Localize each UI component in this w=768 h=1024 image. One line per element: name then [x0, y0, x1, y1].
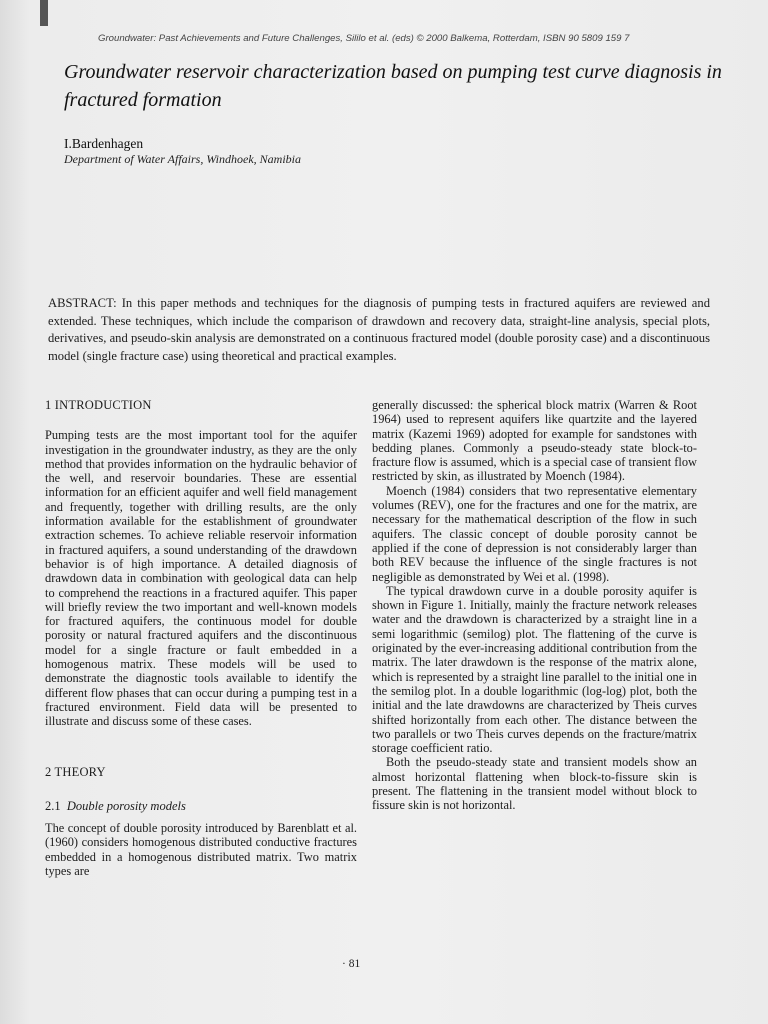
- author-name: I.Bardenhagen: [64, 136, 144, 151]
- right-paragraph-3: The typical drawdown curve in a double porosity aquifer is shown in Figure 1. Initially, mainly the fracture network releases water and the drawdown is characterized by a straight line in a semi logarithmic (semilog) plot. The flattening of the curve is originated by the ever-increasing additional contribution from the matrix. The later drawdown is the response of the matrix alone, which is represented by a straight line parallel to the initial one in the semilog plot. In a double logarithmic (log-log) plot, both the initial and the late drawdowns are characterized by Theis curves shifted horizontally from each other. The distance between the two parallels or two Theis curves depends on the fracture/matrix storage coefficient ratio.: [372, 583, 697, 756]
- running-head: Groundwater: Past Achievements and Future Challenges, Sililo et al. (eds) © 2000 Balkema, Rotterdam, ISBN 90 5809 159 7: [98, 33, 630, 44]
- scan-corner-mark: [40, 0, 48, 26]
- subsection-title: Double porosity models: [66, 798, 186, 813]
- paper-title: Groundwater reservoir characterization based on pumping test curve diagnosis in fractured formation: [64, 61, 722, 111]
- right-paragraph-1: generally discussed: the spherical block matrix (Warren & Root 1964) used to represent aquifers like quartzite and the layered matrix (Kazemi 1969) adopted for example for sandstones with bedding planes. Commonly a pseudo-steady state block-to-fracture flow is assumed, which is a special case of transient flow restricted by skin, as illustrated by Moench (1984).: [372, 398, 697, 484]
- introduction-paragraph: Pumping tests are the most important tool for the aquifer investigation in the groundwater industry, as they are the only method that provides information on the hydraulic behavior of the well, and reservoir boundaries. These are essential information for an efficient aquifer and well field management and frequently, together with drilling results, are the only information available for the establishment of groundwater extraction schemes. To achieve reliable reservoir information in fractured aquifers, a sound understanding of the drawdown behavior is of high importance. A detailed diagnosis of drawdown data in combination with geological data can help to comprehend the reactions in a fractured aquifer. This paper will briefly review the two important and well-known models for fractured aquifers, the continuous model for double porosity or natural fractured aquifers and the discontinuous model for a single fracture or fault embedded in a homogenous matrix. These models will be used to demonstrate the diagnostic tools available to identify the different flow phases that can occur during a pumping test in a fractured environment. Field data will be presented to illustrate and discuss some of these cases.: [45, 428, 357, 729]
- page-number: · 81: [342, 958, 361, 970]
- theory-paragraph: The concept of double porosity introduced by Barenblatt et al. (1960) considers homogenous distributed conductive fractures embedded in a homogenous distributed matrix. Two matrix types are: [45, 821, 357, 879]
- right-paragraph-4: Both the pseudo-steady state and transient models show an almost horizontal flattening when block-to-fissure skin is present. The flattening in the transient model without block to fissure skin is not horizontal.: [372, 755, 697, 813]
- right-column: [372, 398, 697, 813]
- subsection-number: 2.1: [45, 798, 61, 813]
- author-affiliation: Department of Water Affairs, Windhoek, Namibia: [64, 152, 301, 166]
- right-paragraph-2: Moench (1984) considers that two representative elementary volumes (REV), one for the fractures and one for the matrix, are necessary for the mathematical description of the flow in such aquifers. The classic concept of double porosity cannot be applied if the cone of depression is not considerably larger than both REV because the influence of the single fractures is not negligible as demonstrated by Wei et al. (1998).: [372, 483, 697, 584]
- left-column: [45, 398, 357, 878]
- subsection-heading: [45, 799, 357, 813]
- section-heading-theory: 2 THEORY: [45, 764, 106, 779]
- abstract: ABSTRACT: In this paper methods and techniques for the diagnosis of pumping tests in fractured aquifers are reviewed and extended. These techniques, which include the comparison of drawdown and recovery data, straight-line analysis, special plots, derivatives, and pseudo-skin analysis are demonstrated on a continuous fractured model (double porosity case) and a discontinuous model (single fracture case) using theoretical and practical examples.: [48, 296, 710, 363]
- section-heading-introduction: 1 INTRODUCTION: [45, 398, 152, 412]
